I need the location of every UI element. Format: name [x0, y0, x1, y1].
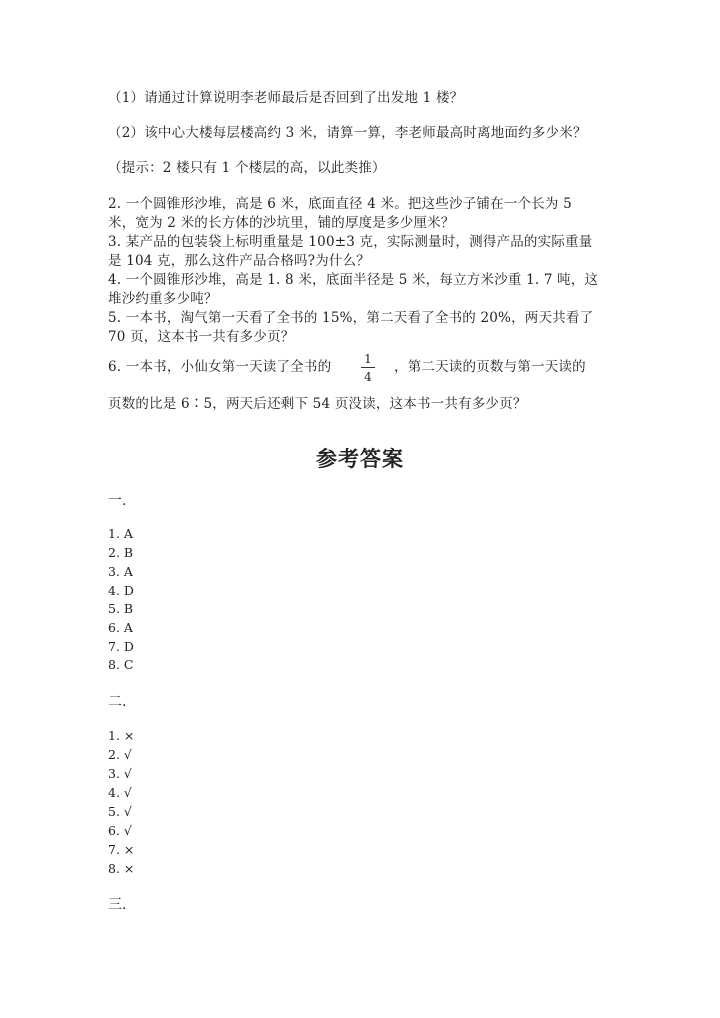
section-2-answer: 4. √	[108, 785, 132, 800]
fraction-one-quarter	[361, 352, 375, 384]
question-5-line1: 5. 一本书，淘气第一天看了全书的 15%，第二天看了全书的 20%，两天共看了	[108, 310, 594, 326]
question-3-line1: 3. 某产品的包装袋上标明重量是 100±3 克，实际测量时，测得产品的实际重量	[108, 234, 593, 250]
section-2-answer: 1. ×	[108, 728, 135, 743]
section-2-answer: 6. √	[108, 823, 132, 838]
section-2-answer: 7. ×	[108, 842, 135, 857]
question-6-line2: 页数的比是 6∶5，两天后还剩下 54 页没读，这本书一共有多少页？	[108, 396, 527, 412]
question-1-hint: （提示：2 楼只有 1 个楼层的高，以此类推）	[108, 160, 386, 176]
section-3-heading: 三.	[108, 897, 127, 913]
question-2-line1: 2. 一个圆锥形沙堆，高是 6 米，底面直径 4 米。把这些沙子铺在一个长为 5	[108, 196, 572, 212]
question-3-line2: 是 104 克，那么这件产品合格吗?为什么？	[108, 253, 370, 269]
question-4-line1: 4. 一个圆锥形沙堆，高是 1. 8 米，底面半径是 5 米，每立方米沙重 1. 7 吨，这	[108, 272, 599, 288]
section-2-answer: 2. √	[108, 747, 132, 762]
question-1-sub2: （2）该中心大楼每层楼高约 3 米，请算一算，李老师最高时离地面约多少米？	[108, 125, 587, 141]
section-1-answer: 8. C	[108, 657, 134, 672]
section-1-answer: 2. B	[108, 545, 134, 560]
section-2-heading: 二.	[108, 694, 127, 710]
section-1-heading: 一.	[108, 493, 127, 509]
fraction-bar	[361, 367, 375, 368]
question-6-line1-end: ，第二天读的页数与第一天读的	[394, 359, 586, 375]
section-1-answer: 5. B	[108, 601, 134, 616]
section-2-answer: 3. √	[108, 766, 132, 781]
question-6-line1-start: 6. 一本书，小仙女第一天读了全书的	[108, 359, 332, 375]
question-1-sub1: （1）请通过计算说明李老师最后是否回到了出发地 1 楼？	[108, 90, 464, 106]
question-2-line2: 米，宽为 2 米的长方体的沙坑里，铺的厚度是多少厘米？	[108, 215, 455, 231]
answer-key-title: 参考答案	[316, 446, 404, 471]
section-2-answer: 5. √	[108, 804, 132, 819]
question-5-line2: 70 页，这本书一共有多少页？	[108, 329, 295, 345]
section-1-answer: 6. A	[108, 620, 133, 635]
section-1-answer: 3. A	[108, 564, 133, 579]
question-4-line2: 堆沙约重多少吨？	[108, 291, 218, 307]
section-1-answer: 7. D	[108, 639, 134, 654]
section-2-answer: 8. ×	[108, 861, 135, 876]
fraction-denominator: 4	[364, 370, 372, 384]
fraction-numerator: 1	[364, 352, 372, 366]
section-1-answer: 4. D	[108, 583, 134, 598]
section-1-answer: 1. A	[108, 526, 133, 541]
